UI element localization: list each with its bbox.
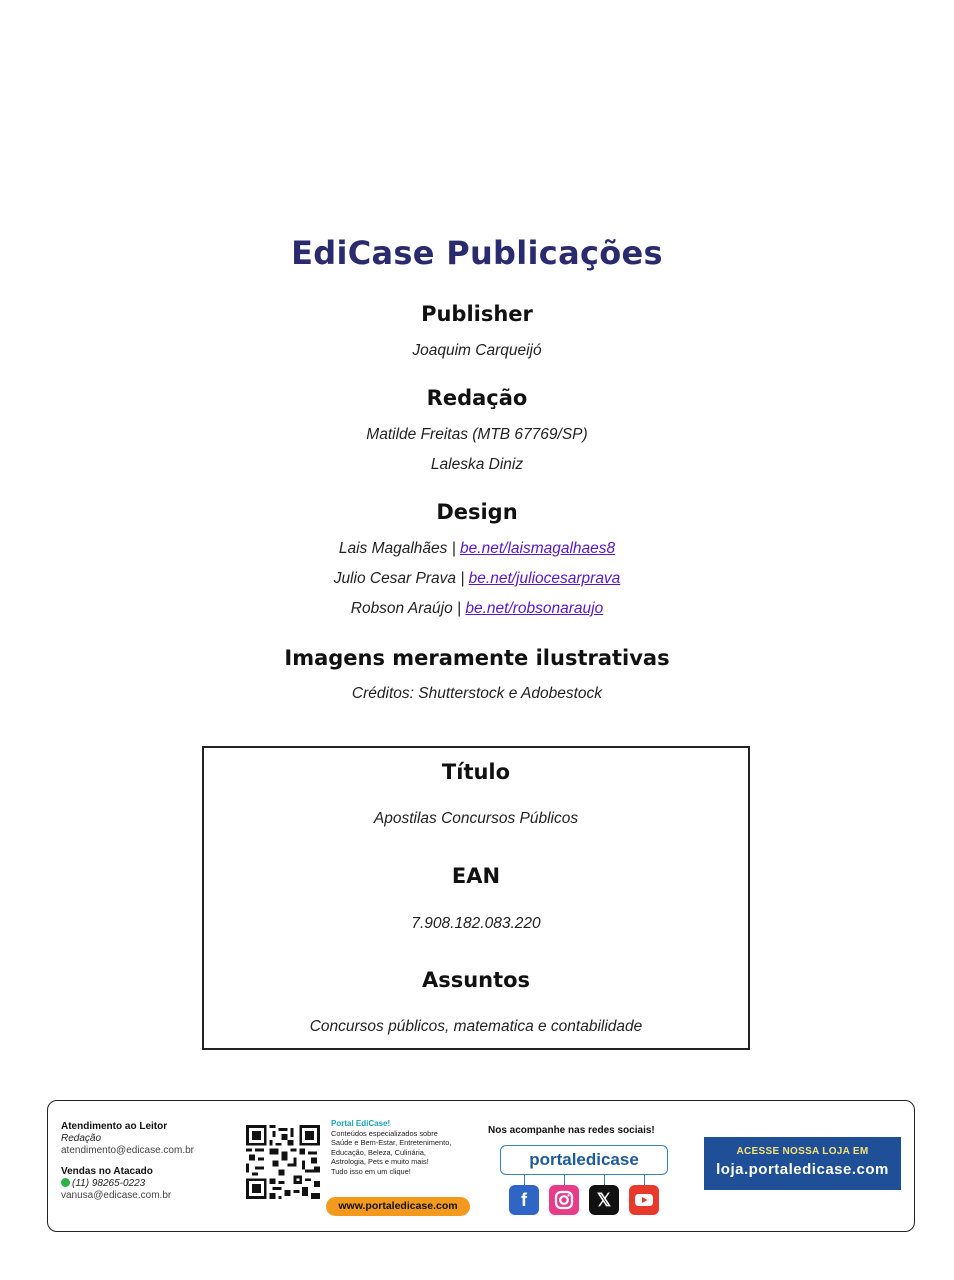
designer-name: Robson Araújo | bbox=[350, 600, 466, 617]
portal-line: Saúde e Bem-Estar, Entretenimento, bbox=[331, 1138, 452, 1148]
designer-link[interactable]: be.net/juliocesarprava bbox=[468, 570, 621, 587]
design-credit bbox=[0, 570, 954, 588]
shop-button[interactable] bbox=[704, 1137, 901, 1190]
whatsapp-icon bbox=[61, 1178, 70, 1187]
atendimento-sub: Redação bbox=[61, 1133, 102, 1144]
x-icon[interactable]: 𝕏 bbox=[589, 1185, 619, 1215]
portal-line: Conteúdos especializados sobre bbox=[331, 1128, 438, 1138]
social-title: Nos acompanhe nas redes sociais! bbox=[488, 1125, 655, 1136]
connector-line bbox=[564, 1175, 565, 1185]
assuntos-heading: Assuntos bbox=[421, 968, 531, 992]
connector-line bbox=[644, 1175, 645, 1185]
connector-line bbox=[604, 1175, 605, 1185]
design-credit bbox=[0, 540, 954, 558]
ean-value: 7.908.182.083.220 bbox=[411, 915, 541, 932]
imagens-credits: Créditos: Shutterstock e Adobestock bbox=[351, 685, 603, 702]
portal-title: Portal EdiCase! bbox=[331, 1119, 391, 1128]
ean-heading: EAN bbox=[451, 864, 501, 888]
redacao-line: Matilde Freitas (MTB 67769/SP) bbox=[366, 426, 588, 443]
shop-url: loja.portaledicase.com bbox=[716, 1161, 889, 1178]
footer-banner bbox=[47, 1100, 915, 1232]
design-credit bbox=[0, 600, 954, 618]
instagram-icon[interactable] bbox=[549, 1185, 579, 1215]
social-handle[interactable]: portaledicase bbox=[500, 1145, 668, 1175]
vendas-title: Vendas no Atacado bbox=[61, 1166, 153, 1177]
redacao-line: Laleska Diniz bbox=[430, 456, 524, 473]
titulo-heading: Título bbox=[441, 760, 511, 784]
publisher-name: Joaquim Carqueijó bbox=[412, 342, 542, 359]
product-info-box bbox=[202, 746, 750, 1050]
youtube-icon[interactable] bbox=[629, 1185, 659, 1215]
portal-block bbox=[331, 1119, 481, 1177]
imagens-heading: Imagens meramente ilustrativas bbox=[284, 646, 670, 670]
designer-name: Julio Cesar Prava | bbox=[333, 570, 469, 587]
designer-link[interactable]: be.net/laismagalhaes8 bbox=[460, 540, 616, 557]
publisher-heading: Publisher bbox=[421, 302, 533, 326]
facebook-icon[interactable]: f bbox=[509, 1185, 539, 1215]
shop-label: ACESSE NOSSA LOJA EM bbox=[736, 1146, 869, 1157]
portal-url-button[interactable]: www.portaledicase.com bbox=[326, 1197, 470, 1216]
designer-link[interactable]: be.net/robsonaraujo bbox=[465, 600, 604, 617]
redacao-heading: Redação bbox=[426, 386, 528, 410]
page-title: EdiCase Publicações bbox=[291, 234, 663, 272]
connector-line bbox=[524, 1175, 525, 1185]
assuntos-value: Concursos públicos, matematica e contabilidade bbox=[309, 1018, 643, 1035]
portal-line: Tudo isso em um clique! bbox=[331, 1166, 411, 1176]
design-heading: Design bbox=[436, 500, 518, 524]
atendimento-title: Atendimento ao Leitor bbox=[61, 1121, 168, 1132]
portal-line: Astrologia, Pets e muito mais! bbox=[331, 1157, 429, 1167]
titulo-value: Apostilas Concursos Públicos bbox=[373, 810, 579, 827]
vendas-phone[interactable]: (11) 98265-0223 bbox=[72, 1178, 146, 1189]
vendas-email[interactable]: vanusa@edicase.com.br bbox=[61, 1190, 172, 1201]
contact-block bbox=[61, 1121, 194, 1202]
qr-code-icon[interactable] bbox=[246, 1125, 320, 1199]
atendimento-email[interactable]: atendimento@edicase.com.br bbox=[61, 1145, 194, 1156]
portal-line: Educação, Beleza, Culinária, bbox=[331, 1147, 426, 1157]
designer-name: Lais Magalhães | bbox=[338, 540, 461, 557]
